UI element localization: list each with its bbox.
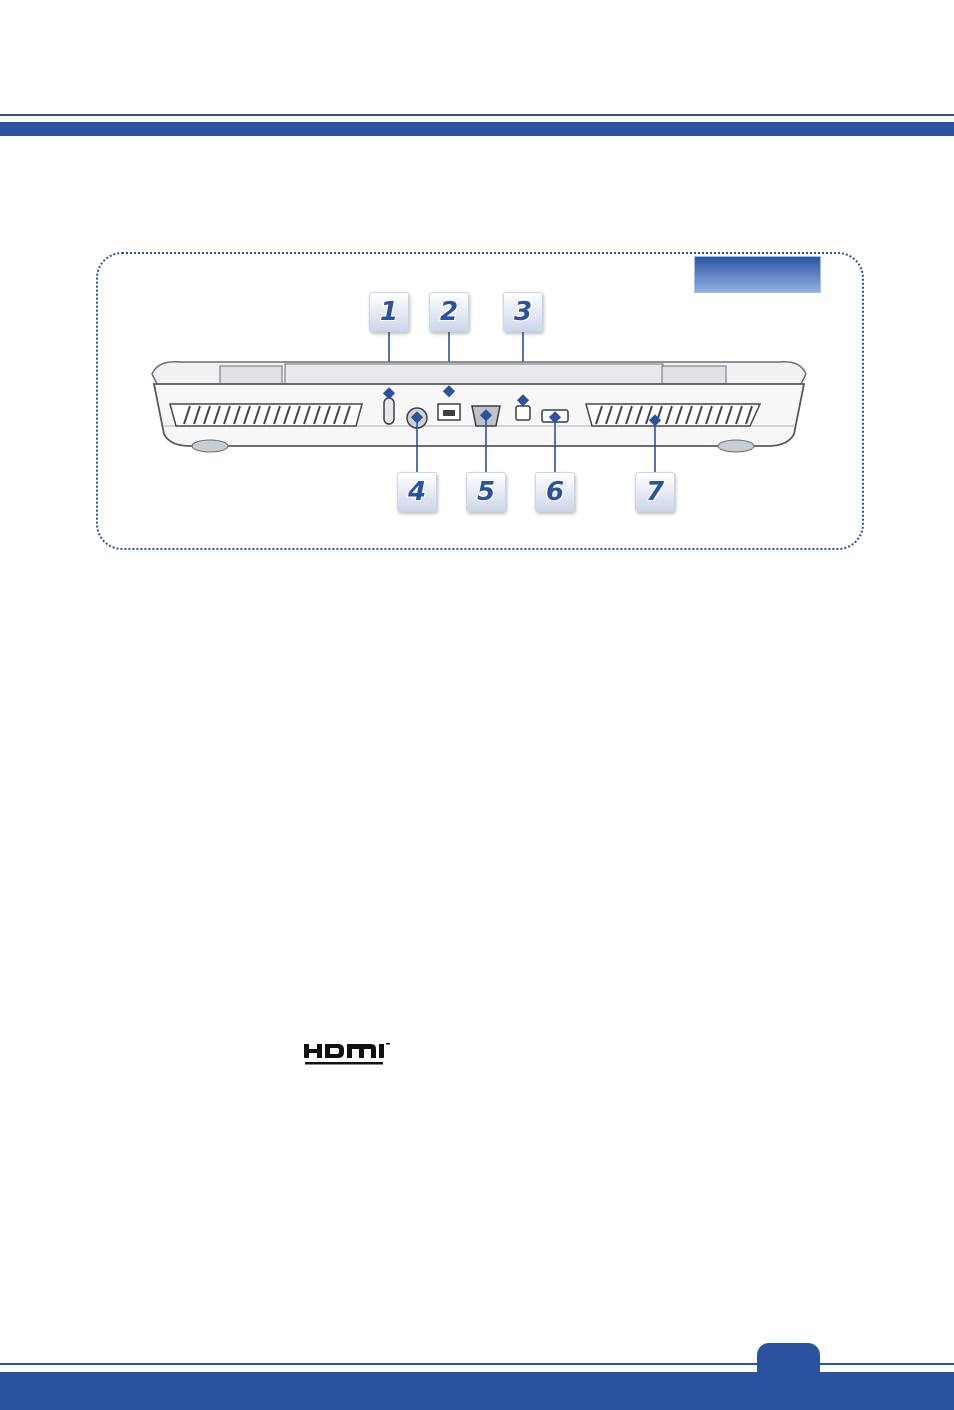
callout-1: 1 (369, 292, 409, 332)
callout-6: 6 (535, 472, 575, 512)
callout-7: 7 (635, 472, 675, 512)
hdmi-logo (304, 1042, 400, 1068)
header-rule-thick (0, 122, 954, 136)
callout-3: 3 (503, 292, 543, 332)
header-rule-thin (0, 114, 954, 116)
page-number-tab (757, 1343, 820, 1383)
callout-5: 5 (466, 472, 506, 512)
callout-4: 4 (397, 472, 437, 512)
callout-2: 2 (429, 292, 469, 332)
